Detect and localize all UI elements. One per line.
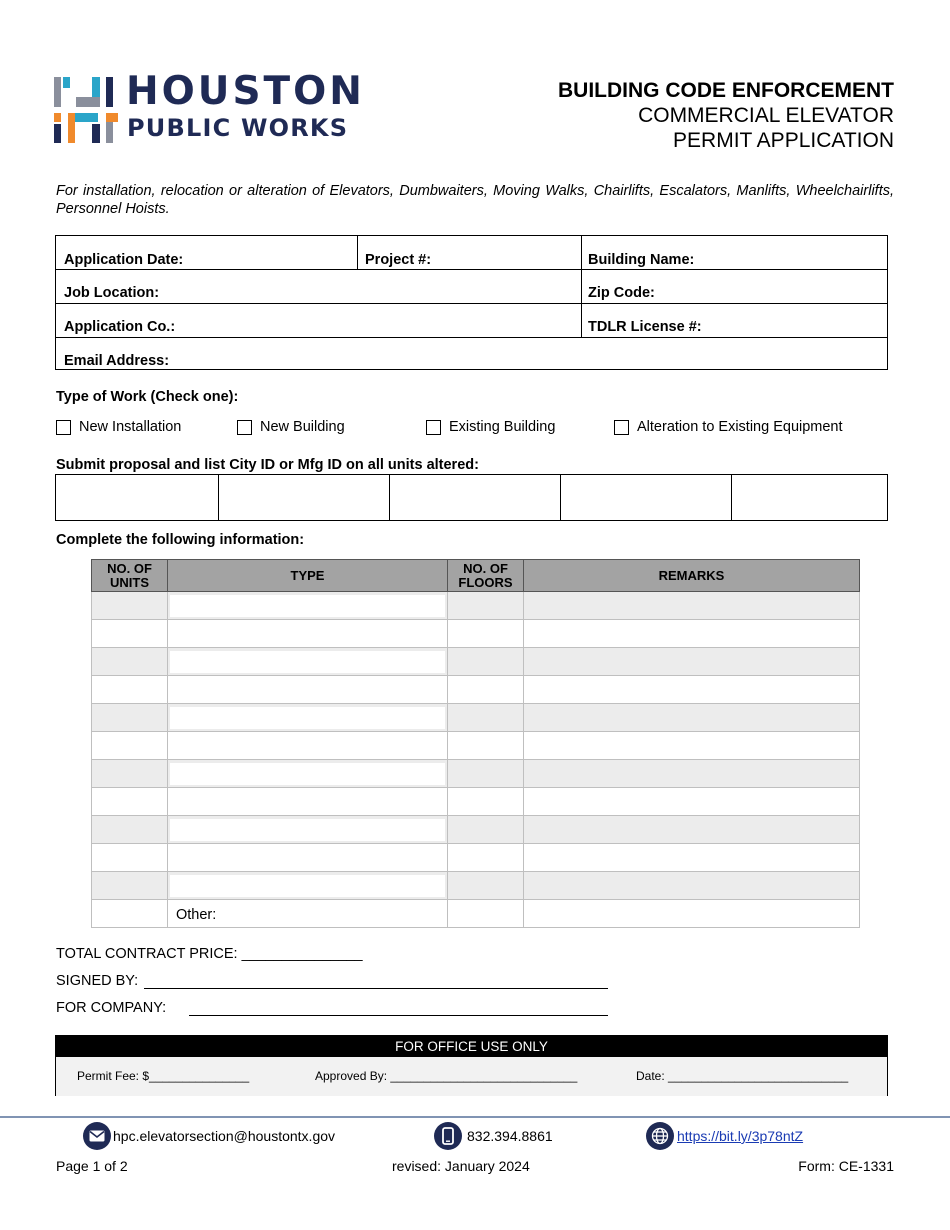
option-label: Alteration to Existing Equipment bbox=[637, 419, 843, 435]
job-location-field[interactable]: Job Location: bbox=[64, 285, 160, 301]
form-title-department: BUILDING CODE ENFORCEMENT bbox=[558, 79, 894, 102]
table-row bbox=[92, 816, 860, 844]
unit-id-input[interactable] bbox=[732, 475, 887, 520]
header-remarks: REMARKS bbox=[524, 560, 860, 592]
table-row bbox=[92, 732, 860, 760]
header-no-of-floors: NO. OF FLOORS bbox=[448, 560, 524, 592]
table-row bbox=[92, 620, 860, 648]
unit-id-input[interactable] bbox=[56, 475, 219, 520]
table-row bbox=[92, 788, 860, 816]
applicant-info-box bbox=[55, 235, 888, 370]
form-title-block bbox=[558, 78, 894, 153]
globe-icon bbox=[646, 1122, 674, 1150]
office-date-field[interactable]: Date: ___________________________ bbox=[636, 1069, 849, 1083]
project-number-field[interactable]: Project #: bbox=[365, 252, 432, 268]
form-title-line3: PERMIT APPLICATION bbox=[673, 129, 894, 152]
building-name-field[interactable]: Building Name: bbox=[588, 252, 695, 268]
checkbox[interactable] bbox=[614, 420, 629, 435]
application-date-field[interactable]: Application Date: bbox=[64, 252, 184, 268]
footer-website-link[interactable]: https://bit.ly/3p78ntZ bbox=[677, 1128, 804, 1144]
revised-date: revised: January 2024 bbox=[392, 1158, 530, 1174]
intro-text: For installation, relocation or alteration of Elevators, Dumbwaiters, Moving Walks, Chairlifts, Escalators, Manlifts, Wheelchairlifts, Personnel Hoists. bbox=[56, 183, 894, 217]
signed-by-line[interactable] bbox=[144, 988, 608, 989]
units-table bbox=[91, 559, 860, 928]
table-row bbox=[92, 704, 860, 732]
email-icon bbox=[83, 1122, 111, 1150]
option-new-installation[interactable] bbox=[56, 419, 181, 435]
logo-public-works-text: PUBLIC WORKS bbox=[127, 114, 349, 142]
office-use-title: FOR OFFICE USE ONLY bbox=[56, 1036, 887, 1057]
unit-id-input[interactable] bbox=[390, 475, 561, 520]
for-company-label: FOR COMPANY: bbox=[56, 1000, 167, 1016]
option-alteration-existing-equipment[interactable] bbox=[614, 419, 843, 435]
table-row-other bbox=[92, 900, 860, 928]
table-row bbox=[92, 676, 860, 704]
total-contract-price-field[interactable]: TOTAL CONTRACT PRICE: _______________ bbox=[56, 946, 363, 962]
header-no-of-units: NO. OF UNITS bbox=[92, 560, 168, 592]
email-address-field[interactable]: Email Address: bbox=[64, 353, 170, 369]
unit-id-input[interactable] bbox=[561, 475, 732, 520]
other-type-cell[interactable]: Other: bbox=[168, 900, 448, 928]
unit-ids-heading: Submit proposal and list City ID or Mfg ID on all units altered: bbox=[56, 457, 479, 473]
type-of-work-heading: Type of Work (Check one): bbox=[56, 389, 239, 405]
checkbox[interactable] bbox=[56, 420, 71, 435]
tdlr-license-field[interactable]: TDLR License #: bbox=[588, 319, 702, 335]
table-row bbox=[92, 872, 860, 900]
option-existing-building[interactable] bbox=[426, 419, 555, 435]
option-new-building[interactable] bbox=[237, 419, 345, 435]
header-type: TYPE bbox=[168, 560, 448, 592]
zip-code-field[interactable]: Zip Code: bbox=[588, 285, 655, 301]
approved-by-field[interactable]: Approved By: ____________________________ bbox=[315, 1069, 578, 1083]
houston-public-works-logo-mark bbox=[54, 77, 118, 143]
phone-icon bbox=[434, 1122, 462, 1150]
complete-info-heading: Complete the following information: bbox=[56, 532, 305, 548]
option-label: New Building bbox=[260, 419, 345, 435]
table-row bbox=[92, 592, 860, 620]
unit-id-boxes bbox=[55, 474, 888, 521]
permit-fee-field[interactable]: Permit Fee: $_______________ bbox=[77, 1069, 250, 1083]
application-company-field[interactable]: Application Co.: bbox=[64, 319, 176, 335]
table-row bbox=[92, 760, 860, 788]
office-use-box bbox=[55, 1035, 888, 1096]
form-title-line2: COMMERCIAL ELEVATOR bbox=[638, 104, 894, 127]
signed-by-label: SIGNED BY: bbox=[56, 973, 139, 989]
logo-houston-text: HOUSTON bbox=[126, 69, 365, 114]
form-number: Form: CE-1331 bbox=[798, 1158, 894, 1174]
for-company-line[interactable] bbox=[189, 1015, 608, 1016]
units-table-header bbox=[92, 560, 860, 592]
page-number: Page 1 of 2 bbox=[56, 1158, 128, 1174]
footer-divider bbox=[0, 1116, 950, 1118]
checkbox[interactable] bbox=[426, 420, 441, 435]
option-label: Existing Building bbox=[449, 419, 556, 435]
table-row bbox=[92, 844, 860, 872]
table-row bbox=[92, 648, 860, 676]
option-label: New Installation bbox=[79, 419, 182, 435]
checkbox[interactable] bbox=[237, 420, 252, 435]
footer-email-link[interactable]: hpc.elevatorsection@houstontx.gov bbox=[113, 1128, 336, 1144]
unit-id-input[interactable] bbox=[219, 475, 390, 520]
footer-phone[interactable]: 832.394.8861 bbox=[467, 1128, 553, 1144]
